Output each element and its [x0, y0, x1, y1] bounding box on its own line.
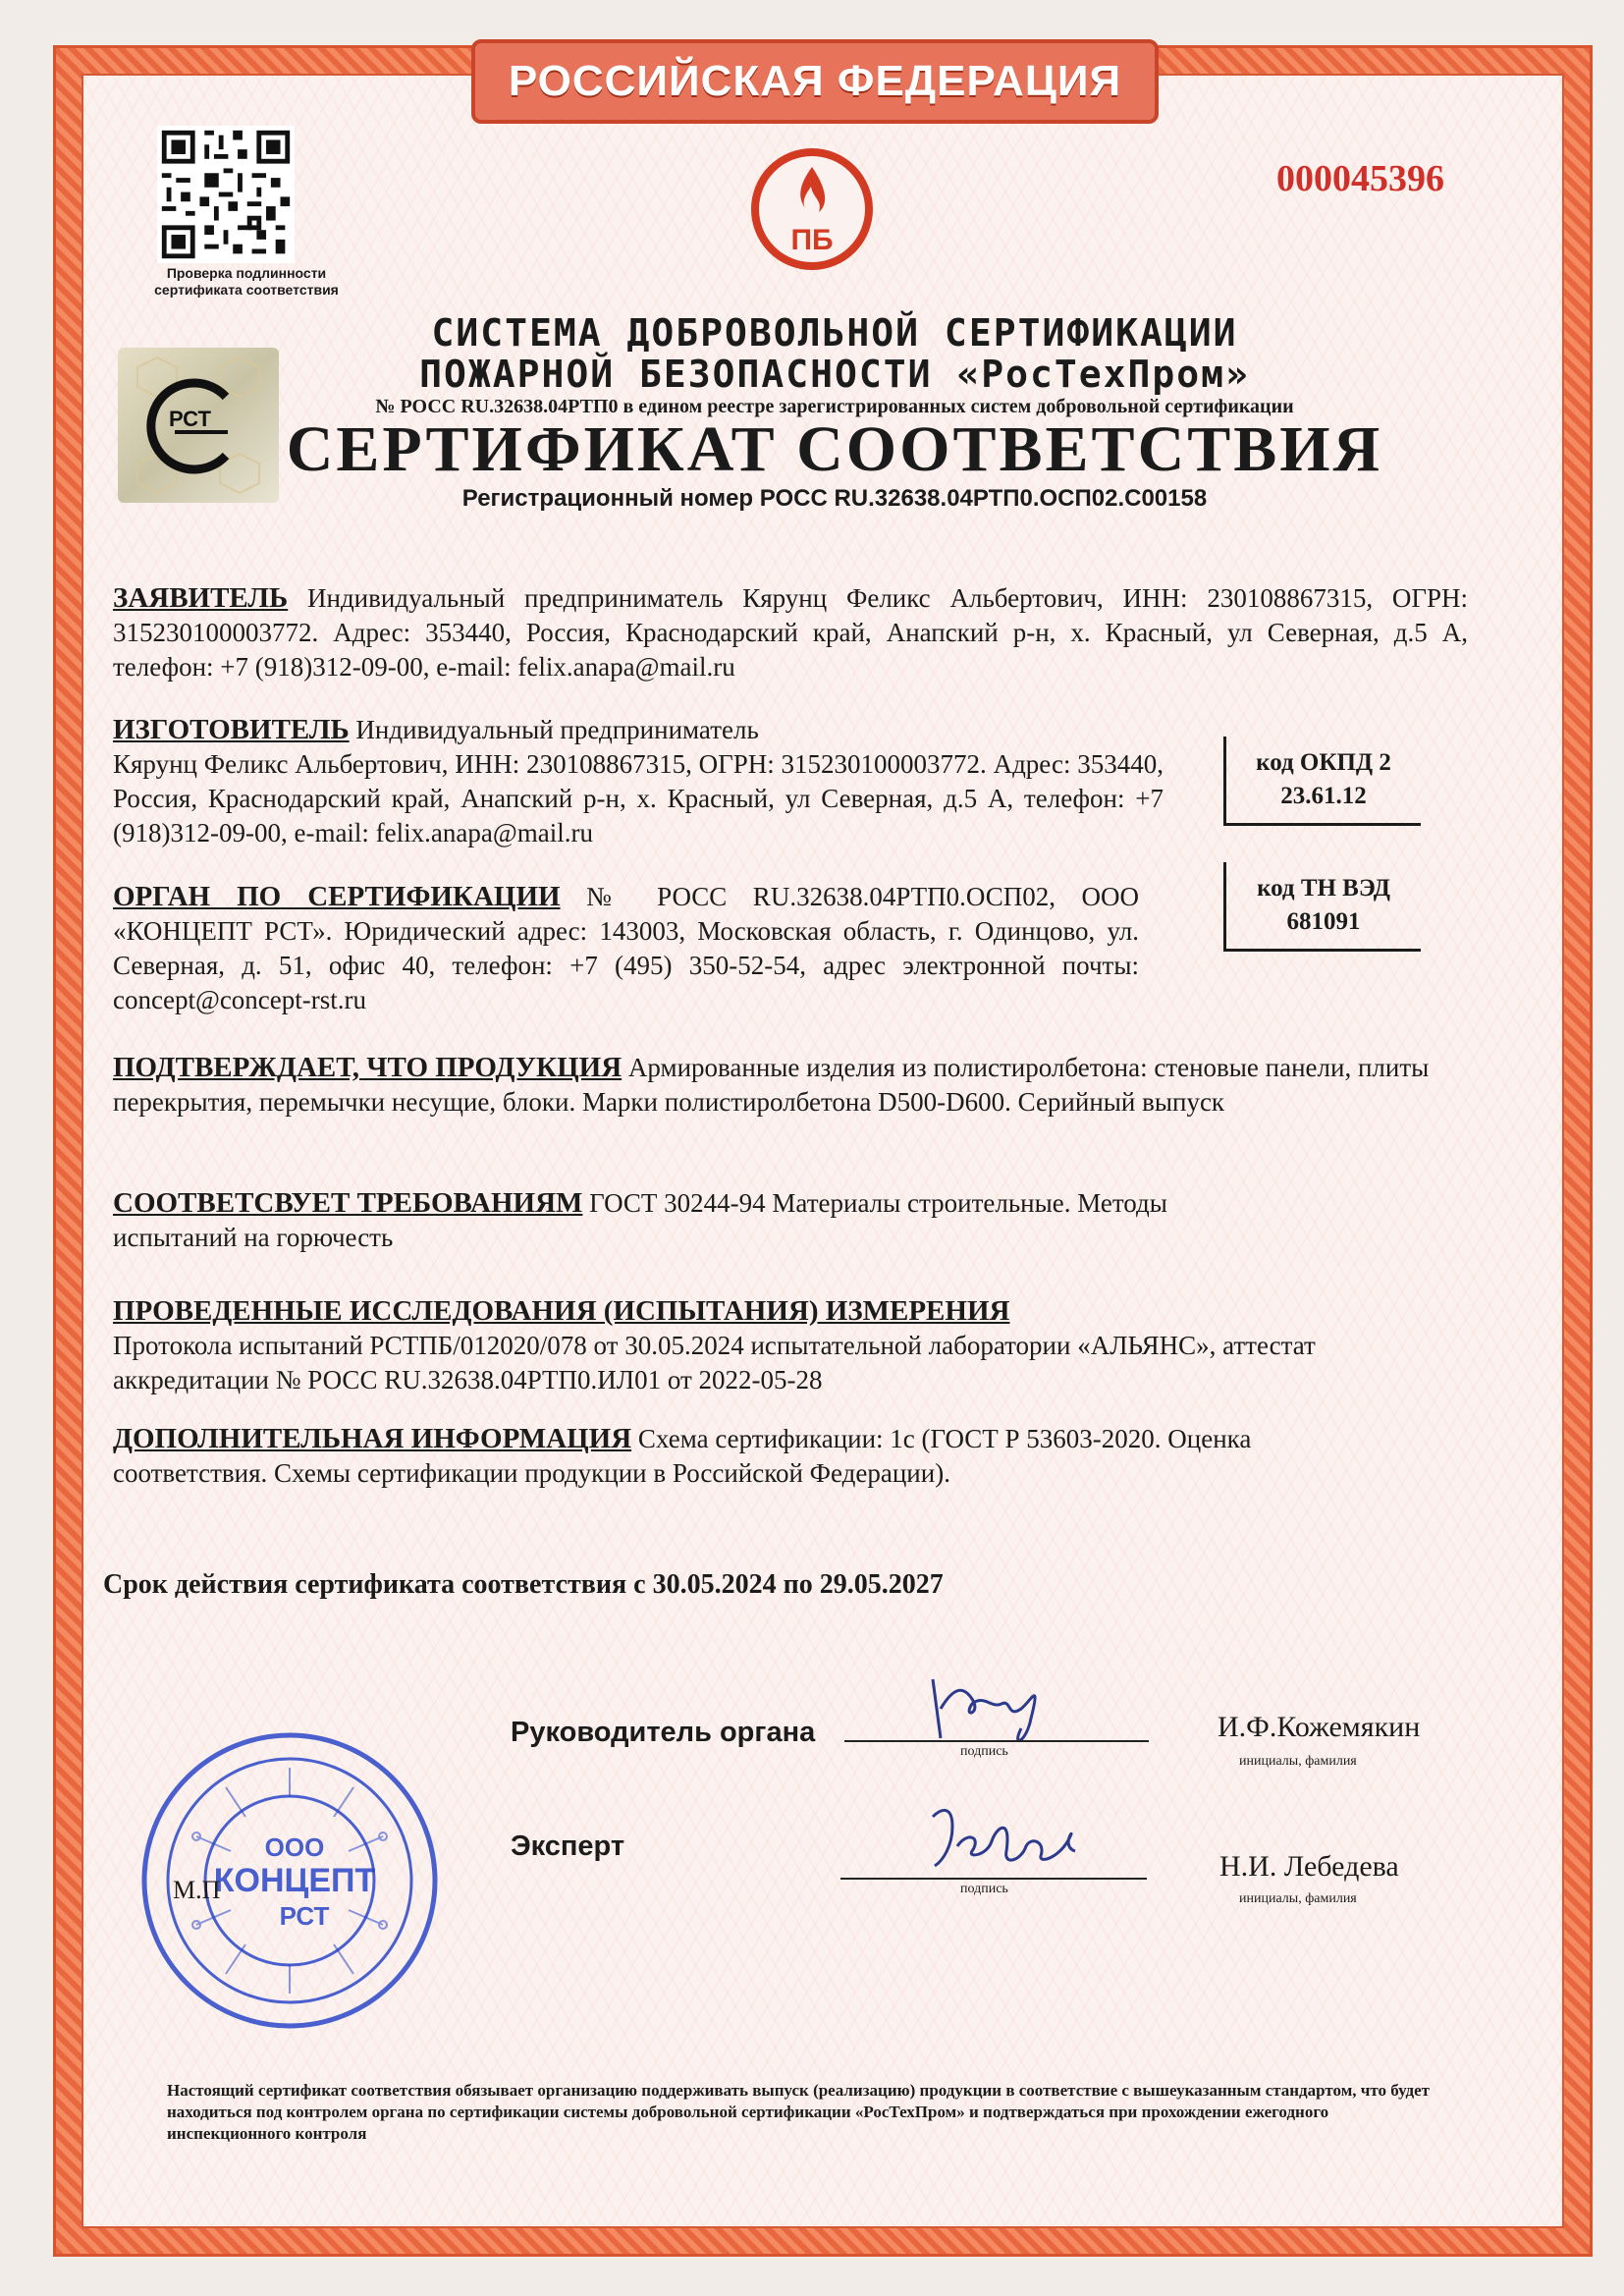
- serial-number: 000045396: [1276, 158, 1444, 199]
- tests-text: Протокола испытаний РСТПБ/012020/078 от 30.05.2024 испытательной лаборатории «АЛЬЯНС», аттестат аккредитации № РОСС RU.32638.04РТП0.ИЛ01 от 2022-05-28: [113, 1331, 1316, 1394]
- country-banner: РОССИЙСКАЯ ФЕДЕРАЦИЯ: [471, 39, 1159, 124]
- expert-signature-caption: подпись: [960, 1882, 1008, 1896]
- product-section: [113, 1051, 1488, 1120]
- stamp-place-label: М.П: [173, 1876, 221, 1904]
- fire-safety-logo-text: ПБ: [790, 224, 834, 256]
- system-title-line1: СИСТЕМА ДОБРОВОЛЬНОЙ СЕРТИФИКАЦИИ: [431, 311, 1238, 355]
- qr-caption: Проверка подлинности сертификата соответствия: [154, 265, 339, 298]
- head-signature-caption: подпись: [960, 1744, 1008, 1759]
- manufacturer-text-first: Индивидуальный предприниматель: [355, 715, 759, 744]
- applicant-section: [113, 581, 1468, 684]
- expert-name-caption: инициалы, фамилия: [1239, 1891, 1357, 1906]
- certification-body-text: № РОСС RU.32638.04РТП0.ОСП02, ООО «КОНЦЕПТ РСТ». Юридический адрес: 143003, Московская область, г. Одинцово, ул. Северная, д. 51, офис 40, телефон: +7 (495) 350-52-54, адрес электронной почты: concept@concept-rst.ru: [113, 882, 1139, 1014]
- qr-code-icon[interactable]: [157, 126, 295, 263]
- stamp-line1: ООО: [264, 1832, 325, 1862]
- expert-label: Эксперт: [511, 1831, 625, 1862]
- requirements-heading: СООТВЕТСВУЕТ ТРЕБОВАНИЯМ: [113, 1187, 583, 1219]
- expert-signature-line: [840, 1878, 1147, 1880]
- tests-heading: ПРОВЕДЕННЫЕ ИССЛЕДОВАНИЯ (ИСПЫТАНИЯ) ИЗМЕРЕНИЯ: [113, 1295, 1010, 1327]
- applicant-heading: ЗАЯВИТЕЛЬ: [113, 582, 289, 614]
- applicant-text: Индивидуальный предприниматель Кярунц Феликс Альбертович, ИНН: 230108867315, ОГРН: 315230100003772. Адрес: 353440, Россия, Краснодарский край, Анапский р-н, х. Красный, ул Северная, д.5 А, телефон: +7 (918)312-09-00, e-mail: felix.anapa@mail.ru: [113, 583, 1469, 682]
- head-name: И.Ф.Кожемякин: [1218, 1711, 1421, 1743]
- requirements-section: [113, 1186, 1193, 1255]
- stamp-line3: РСТ: [279, 1901, 330, 1931]
- head-name-caption: инициалы, фамилия: [1239, 1754, 1357, 1769]
- system-title-line2: ПОЖАРНОЙ БЕЗОПАСНОСТИ «РосТехПром»: [419, 353, 1250, 396]
- manufacturer-section: [113, 713, 1164, 850]
- tests-section: [113, 1294, 1468, 1397]
- product-text: Армированные изделия из полистиролбетона: стеновые панели, плиты перекрытия, перемычки несущие, блоки. Марки полистиролбетона D500-D600. Серийный выпуск: [113, 1053, 1430, 1117]
- stamp-line2: КОНЦЕПТ: [213, 1862, 376, 1899]
- footer-notice: Настоящий сертификат соответствия обязывает организацию поддерживать выпуск (реализацию) продукции в соответствие с вышеуказанным стандартом, что будет находиться под контролем органа по сертификации системы добровольной сертификации «РосТехПром» и подтверждаться при прохождении ежегодного инспекционного контроля: [167, 2081, 1431, 2143]
- fire-safety-logo-icon: [750, 147, 874, 271]
- okpd-value: 23.61.12: [1280, 783, 1367, 809]
- validity-period: Срок действия сертификата соответствия с 30.05.2024 по 29.05.2027: [103, 1569, 944, 1600]
- head-signature-icon: [913, 1660, 1090, 1758]
- certification-body-heading: ОРГАН ПО СЕРТИФИКАЦИИ: [113, 881, 561, 912]
- tnved-code-box: [1223, 862, 1421, 952]
- certificate-title: СЕРТИФИКАТ СООТВЕТСТВИЯ: [286, 413, 1383, 485]
- additional-section: [113, 1422, 1350, 1491]
- registration-number: Регистрационный номер РОСС RU.32638.04РТП0.ОСП02.С00158: [461, 485, 1208, 512]
- manufacturer-text-rest: Кярунц Феликс Альбертович, ИНН: 230108867315, ОГРН: 315230100003772. Адрес: 353440, Россия, Краснодарский край, Анапский р-н, х. Красный, ул Северная, д.5 А, телефон: +7 (918)312-09-00, e-mail: felix.anapa@mail.ru: [113, 749, 1164, 847]
- expert-signature-icon: [913, 1787, 1110, 1886]
- manufacturer-heading: ИЗГОТОВИТЕЛЬ: [113, 714, 350, 745]
- tnved-label: код ТН ВЭД: [1257, 875, 1390, 902]
- product-heading: ПОДТВЕРЖДАЕТ, ЧТО ПРОДУКЦИЯ: [113, 1052, 623, 1083]
- registry-line: № РОСС RU.32638.04РТП0 в едином реестре зарегистрированных систем добровольной сертификации: [375, 396, 1294, 417]
- system-title: [245, 312, 1424, 395]
- certification-body-section: [113, 880, 1139, 1017]
- requirements-text: ГОСТ 30244-94 Материалы строительные. Методы испытаний на горючесть: [113, 1188, 1167, 1252]
- additional-heading: ДОПОЛНИТЕЛЬНАЯ ИНФОРМАЦИЯ: [113, 1423, 632, 1454]
- head-signature-line: [844, 1740, 1149, 1742]
- hologram-text: РСТ: [169, 407, 211, 431]
- tnved-value: 681091: [1286, 908, 1361, 935]
- expert-name: Н.И. Лебедева: [1219, 1850, 1399, 1883]
- head-label: Руководитель органа: [511, 1717, 816, 1748]
- additional-text: Схема сертификации: 1с (ГОСТ Р 53603-2020. Оценка соответствия. Схемы сертификации продукции в Российской Федерации).: [113, 1424, 1252, 1488]
- okpd-label: код ОКПД 2: [1256, 749, 1391, 776]
- okpd-code-box: [1223, 737, 1421, 826]
